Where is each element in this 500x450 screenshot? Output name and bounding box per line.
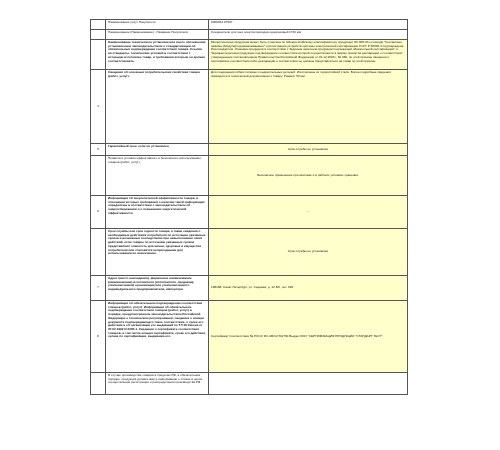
row-number: 7 <box>91 276 106 301</box>
table-row <box>91 301 408 373</box>
table-row <box>91 229 408 276</box>
table-row <box>91 40 408 70</box>
row-value: Безопасное применение при монтаже и в рабочих условиях хранения. <box>209 156 408 196</box>
row-value: Для соединения гибких силовых соединительных деталей. Изготовлены из термостойкой стали. Более подробные сведения приводятся в технической документации к товару. Размер: 50 мм. <box>209 70 408 144</box>
row-number <box>91 30 106 40</box>
table-row <box>91 20 408 30</box>
table-row <box>91 30 408 40</box>
row-number <box>91 40 106 70</box>
row-number: 5 <box>91 144 106 156</box>
row-number <box>91 156 106 196</box>
table-body <box>91 20 408 395</box>
row-number <box>91 20 106 30</box>
row-label: Срок службы или срок годности товара, а также сведения о необходимых действиях потребителя по истечении указанных сроков и возможных последствиях при невыполнении таких действий, если товары по истечении указанных сроков представляют опасность для жизни, здоровья и имущества потребителя или становятся непригодными для использования по назначению. <box>106 229 209 276</box>
row-value: Сертификат Соответствия № РОСС RU.АВ24.Н01760 Выдан ООО "СЕРТИФИКАЦИЯ ПРОДУКЦИИ "СТАНДАРТ ТЕСТ". <box>209 301 408 373</box>
product-info-table <box>90 19 408 395</box>
row-label: Информация об обязательном подтверждении соответствия товаров (работ, услуг). Информация об обязательном подтверждении соответствии товаров (работ, услуг) в порядке, предусмотренном законодательством Российской Федерации о техническом регулировании, сведения о номере документа подтверждающего такое соответствие, о сроке его действия и об организации его выдавшей по Т.Т.18 Закона от 07.02.1992 N 2300-1. Сведения о сертификате соответствия товаров, в том числе номера сертификата, сроке его действия, органе по сертификации, выдавшем его. <box>106 301 209 373</box>
row-label: Наименование услуг Покупателя <box>106 20 209 30</box>
row-label: Наименование (Наименование) - Название Покупателя <box>106 30 209 40</box>
row-label: Наименование технического установки или иного обозначения установленное законодательством о стандартизации об обязательных подтверждении соответствия товара. Ссылки на стандарты, технические условия в соответствии с которыми изготовлен товар, и требования которым он должен соответствовать. <box>106 40 209 70</box>
row-value: Срок службы не установлен <box>209 144 408 156</box>
row-label: Гарантийный срок, если он установлен <box>106 144 209 156</box>
table-row <box>91 373 408 395</box>
table-row <box>91 156 408 196</box>
row-label: Информация об энергетической эффективности товара, в отношении которых требования о наличии такой информации определены в соответствии с законодательством об энергосбережении и о повышении энергетической эффективности. <box>106 196 209 229</box>
row-value: 0000064 07597 <box>209 20 408 30</box>
row-number <box>91 373 106 395</box>
table-row <box>91 70 408 144</box>
table-row <box>91 144 408 156</box>
row-number: 8 <box>91 301 106 373</box>
row-label: Правила и условия эффективного и безопасного использования товаров (работ, услуг). <box>106 156 209 196</box>
row-value: Металлическая продукция может быть отнесена по Общероссийскому классификатору продукции ОК 005-93 к позиции "Контактные зажимы (Модули)подзахватываемых" и регистрация устройств системы электрической сертификации ГОСТ Р 50030.4 подтверждена Росстандартом. Упаковка продукции в соответствии с "Единым перечнем продукции подлежащей обязательной сертификации" и "Единым перечнем продукции подтверждение соответствия которой осуществляется в форме принятия декларации о соответствии", утвержденным постановлением Правительства Российской Федерации от 01.12.2009 г. № 982, по этой причине сведения о сертификате соответствии либо декларации о соответствии не должны представляться на товар по этой причине. <box>209 40 408 70</box>
row-label: Адрес (место нахождения), фирменное наименование (наименование) изготовителя (исполнителя, продавца), уполномоченной организации или уполномоченного индивидуального предпринимателя, импортера. <box>106 276 209 301</box>
row-value <box>209 373 408 395</box>
row-number: 4 <box>91 70 106 144</box>
table-row <box>91 196 408 229</box>
row-label: В случае производства товаров в пределах РФ, в обязательном порядке, продукция должна иметь информацию о стране в целях осуществления регистрации и распределения производства РФ. <box>106 373 209 395</box>
row-value: 198188, Санкт-Петербург, ул. Садовая, д. 12 ВЛ, тел. 626 <box>209 276 408 301</box>
row-value: Срок службы не установлен <box>209 229 408 276</box>
row-value: – <box>209 196 408 229</box>
row-number <box>91 229 106 276</box>
table-row <box>91 276 408 301</box>
row-value: Соединители для гаек электропроводов одноразовый И 50 мм <box>209 30 408 40</box>
row-label: Сведения об основных потребительских свойствах товара (работ, услуг). <box>106 70 209 144</box>
row-number: 6 <box>91 196 106 229</box>
